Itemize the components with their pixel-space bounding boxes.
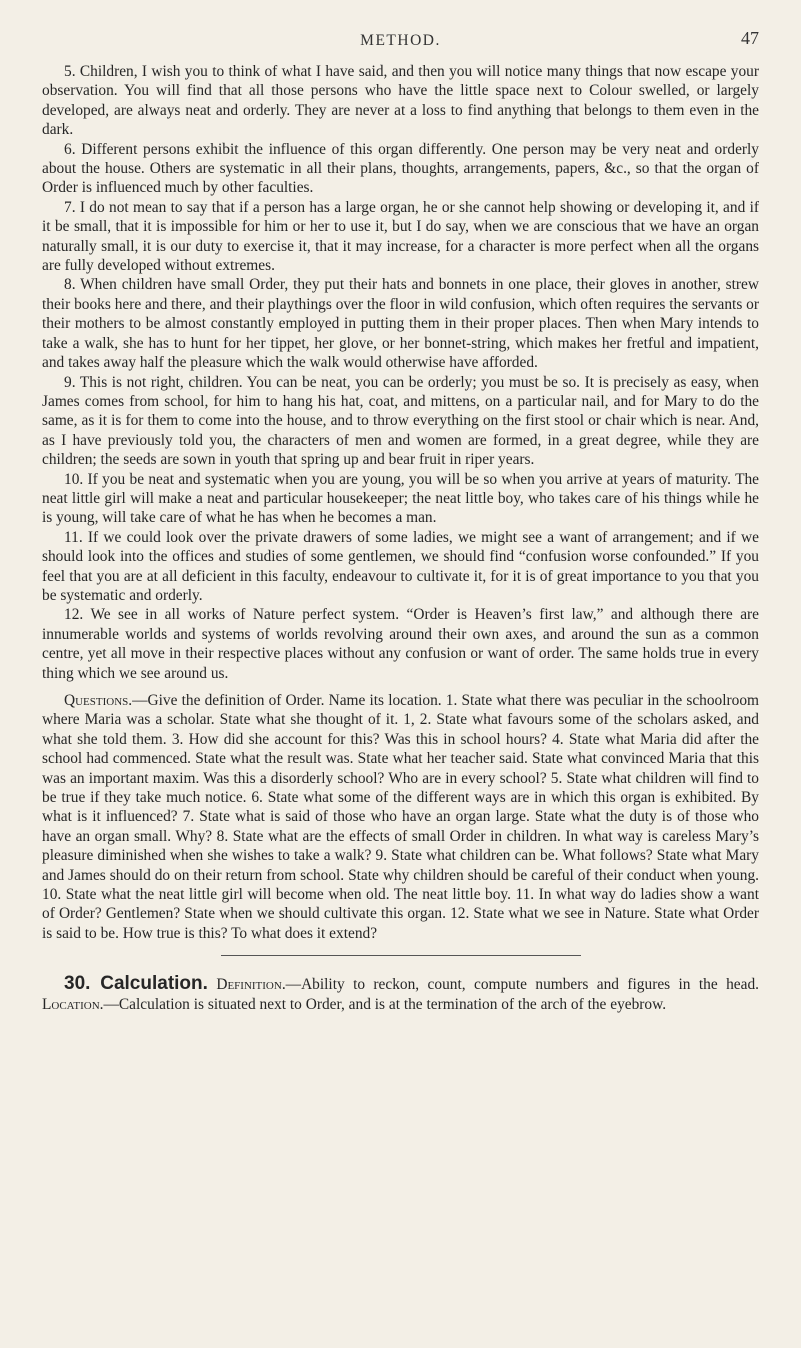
definition-label: Definition. [216,976,286,994]
section-calculation [42,974,759,1014]
paragraph-10: 10. If you be neat and systematic when you are young, you will be so when you arrive at years of maturity. The neat little girl will make a neat and particular housekeeper; the neat little boy, who takes care of his things while he is young, will take care of what he has when he becomes a man. [42,470,759,527]
paragraph-8: 8. When children have small Order, they put their hats and bonnets in one place, their gloves in another, strew their books here and there, and their playthings over the floor in wild confusion, which often requires the servants or their mothers to be almost constantly employed in putting them in their proper places. Then when Mary intends to take a walk, she has to hunt for her tippet, her glove, or her bonnet-string, which makes her fretful and impatient, and takes away half the pleasure which the walk would otherwise have afforded. [42,276,759,372]
body-text [42,62,759,943]
paragraph-6: 6. Different persons exhibit the influence of this organ differently. One person may be very neat and orderly about the house. Others are systematic in all their plans, thoughts, arrangements, papers, &c., so that the organ of Order is influenced much by other faculties. [42,140,759,197]
paragraph-11: 11. If we could look over the private drawers of some ladies, we might see a want of arrangement; and if we should look into the offices and studies of some gentlemen, we should find “confusion worse confounded.” If you feel that you are at all deficient in this faculty, endeavour to cultivate it, for it is of great importance to you that you be systematic and orderly. [42,528,759,604]
questions-label: Questions. [64,692,133,709]
paragraph-12: 12. We see in all works of Nature perfect system. “Order is Heaven’s first law,” and although there are innumerable worlds and systems of worlds revolving around their own axes, and around the sun as a common centre, yet all move in their respective places without any confusion or want of order. The same holds true in every thing which we see around us. [42,606,759,682]
questions-block [42,691,759,943]
paragraph-7: 7. I do not mean to say that if a person has a large organ, he or she cannot help showing or developing it, and if it be small, that it is impossible for him or her to use it, but I do say, when we are conscious that we have an organ naturally small, it is our duty to exercise it, that it may increase, for a character is more perfect when all the organs are fully developed without extremes. [42,198,759,275]
section-divider [221,955,581,956]
running-head: METHOD. [360,32,441,49]
page-header [42,0,759,62]
page-number: 47 [741,28,759,48]
location-text: —Calculation is situated next to Order, and is at the termination of the arch of the eyebrow. [103,995,667,1013]
paragraph-9: 9. This is not right, children. You can be neat, you can be orderly; you must be so. It is precisely as easy, when James comes from school, for him to hang his hat, coat, and mittens, on a particular nail, and for Mary to do the same, as it is for them to come into the house, and to throw everything on the first stool or chair which is near. And, as I have previously told you, the characters of men and women are formed, in a great degree, while they are children; the seeds are sown in youth that spring up and bear fruit in riper years. [42,373,759,469]
location-label: Location. [42,995,104,1013]
paragraph-5: 5. Children, I wish you to think of what I have said, and then you will notice many things that now escape your observation. You will find that all those persons who have the little space next to Colour swelled, or largely developed, are always neat and orderly. They are never at a loss to find anything that belongs to them even in the dark. [42,63,759,139]
questions-text: —Give the definition of Order. Name its location. 1. State what there was peculiar in the schoolroom where Maria was a scholar. State what she thought of it. 1, 2. State what favours some of the scholars asked, and what she told them. 3. How did she account for this? Was this in school hours? 4. State what Maria did after the school had commenced. State what the result was. State what her teacher said. State what convinced Maria that this was an important maxim. Was this a disorderly school? Who are in every school? 5. State what children will find to be true if they take much notice. 6. State what some of the different ways are in which this organ is exhibited. By what is it influenced? 7. State what is said of those who have an organ large. State what the duty is of those who have an organ small. Why? 8. State what are the effects of small Order in children. In what way is careless Mary’s pleasure diminished when she wishes to take a walk? 9. State what children can be. What follows? State what Mary and James should do on their return from school. State why children should be careful of their conduct when young. 10. State what the neat little girl will become when old. The neat little boy. 11. In what way do ladies show a want of Order? Gentlemen? State when we should cultivate this organ. 12. State what we see in Nature. State what Order is said to be. How true is this? To what does it extend? [42,692,759,942]
section-heading: 30. Calculation. [64,973,208,995]
definition-text: —Ability to reckon, count, compute numbers and figures in the head. [285,976,759,994]
